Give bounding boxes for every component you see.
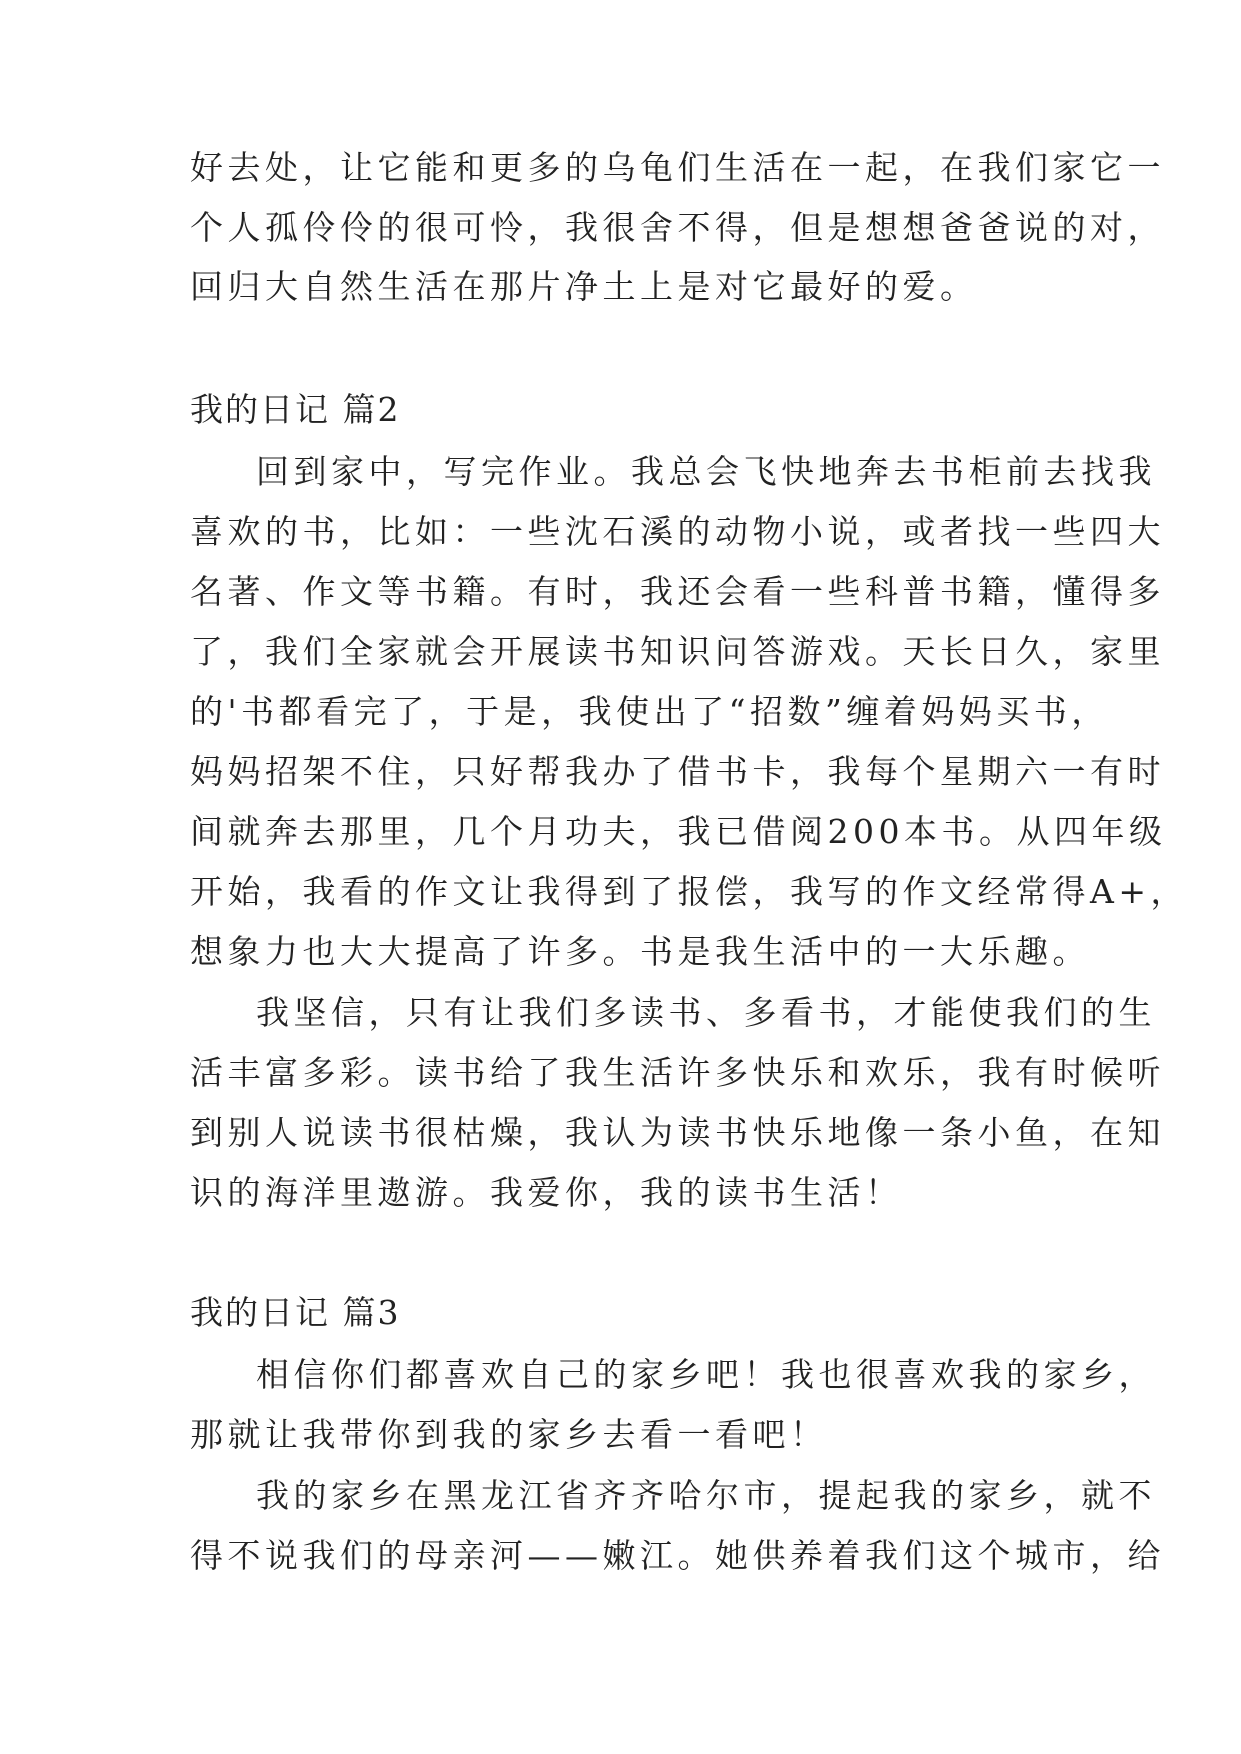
section-2-p2-line-1: 我坚信，只有让我们多读书、多看书，才能使我们的生 (256, 993, 1156, 1032)
section-2-p1-line-5: 的'书都看完了，于是，我使出了“招数”缠着妈妈买书， (190, 692, 1109, 731)
intro-line-2: 个人孤伶伶的很可怜，我很舍不得，但是想想爸爸说的对， (190, 208, 1165, 247)
section-3-heading: 我的日记 篇3 (190, 1293, 401, 1332)
intro-line-3: 回归大自然生活在那片净土上是对它最好的爱。 (190, 267, 978, 306)
section-2-p1-line-3: 名著、作文等书籍。有时，我还会看一些科普书籍，懂得多 (190, 572, 1165, 611)
section-2-p1-line-2: 喜欢的书，比如：一些沈石溪的动物小说，或者找一些四大 (190, 512, 1165, 551)
section-3-p1-line-2: 那就让我带你到我的家乡去看一看吧！ (190, 1415, 828, 1454)
section-2-p1-line-7: 间就奔去那里，几个月功夫，我已借阅200本书。从四年级 (190, 812, 1167, 851)
intro-line-1: 好去处，让它能和更多的乌龟们生活在一起，在我们家它一 (190, 148, 1165, 187)
section-2-p2-line-3: 到别人说读书很枯燥，我认为读书快乐地像一条小鱼，在知 (190, 1113, 1165, 1152)
section-2-p1-line-1: 回到家中，写完作业。我总会飞快地奔去书柜前去找我 (256, 452, 1156, 491)
section-3-p1-line-1: 相信你们都喜欢自己的家乡吧！我也很喜欢我的家乡， (256, 1355, 1156, 1394)
section-2-p2-line-4: 识的海洋里遨游。我爱你，我的读书生活！ (190, 1173, 903, 1212)
section-2-p1-line-9: 想象力也大大提高了许多。书是我生活中的一大乐趣。 (190, 932, 1090, 971)
section-3-p2-line-2: 得不说我们的母亲河——嫩江。她供养着我们这个城市，给 (190, 1536, 1165, 1575)
section-2-p1-line-6: 妈妈招架不住，只好帮我办了借书卡，我每个星期六一有时 (190, 752, 1165, 791)
section-2-p1-line-8: 开始，我看的作文让我得到了报偿，我写的作文经常得A+， (190, 872, 1188, 911)
section-2-p1-line-4: 了，我们全家就会开展读书知识问答游戏。天长日久，家里 (190, 632, 1165, 671)
section-3-p2-line-1: 我的家乡在黑龙江省齐齐哈尔市，提起我的家乡，就不 (256, 1476, 1156, 1515)
section-2-p2-line-2: 活丰富多彩。读书给了我生活许多快乐和欢乐，我有时候听 (190, 1053, 1165, 1092)
section-2-heading: 我的日记 篇2 (190, 390, 401, 429)
